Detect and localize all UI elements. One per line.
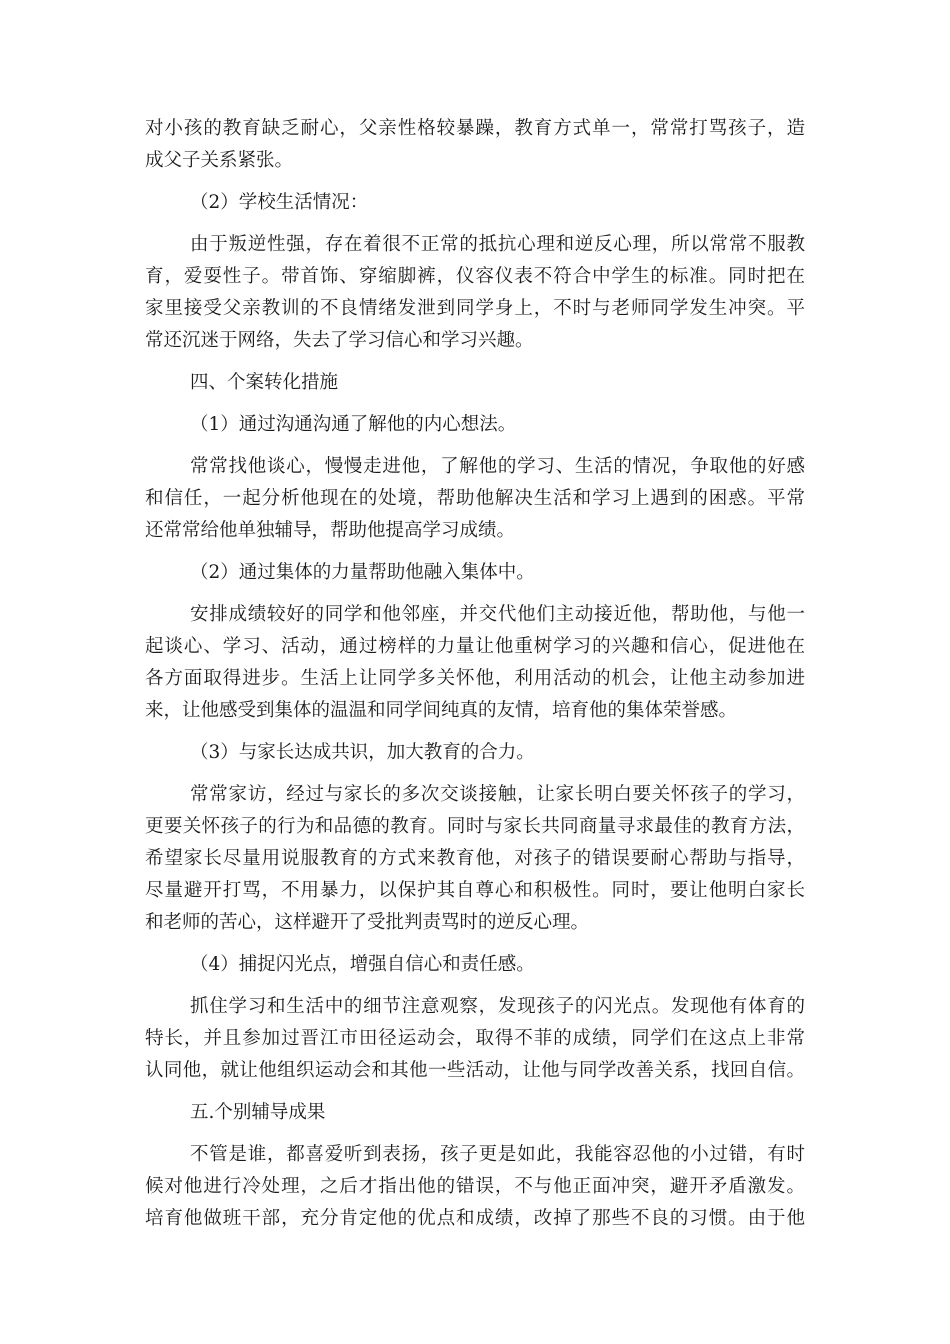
text-line: 家里接受父亲教训的不良情绪发泄到同学身上，不时与老师同学发生冲突。平 [145, 298, 805, 319]
text-line: 和老师的苦心，这样避开了受批判责骂时的逆反心理。 [145, 912, 590, 933]
text-line: 更要关怀孩子的行为和品德的教育。同时与家长共同商量寻求最佳的教育方法， [145, 816, 805, 837]
text-line: 尽量避开打骂，不用暴力，以保护其自尊心和积极性。同时，要让他明白家长 [145, 880, 805, 901]
text-line: 对小孩的教育缺乏耐心，父亲性格较暴躁，教育方式单一，常常打骂孩子，造 [145, 118, 805, 139]
text-line: 认同他，就让他组织运动会和其他一些活动，让他与同学改善关系，找回自信。 [145, 1060, 805, 1081]
text-line: 不管是谁，都喜爱听到表扬，孩子更是如此，我能容忍他的小过错，有时 [190, 1144, 805, 1165]
text-line: 来，让他感受到集体的温温和同学间纯真的友情，培育他的集体荣誉感。 [145, 700, 738, 721]
text-line: 还常常给他单独辅导，帮助他提高学习成绩。 [145, 520, 516, 541]
section-subheading: （2）通过集体的力量帮助他融入集体中。 [190, 562, 535, 583]
text-line: 特长，并且参加过晋江市田径运动会，取得不菲的成绩，同学们在这点上非常 [145, 1028, 805, 1049]
section-heading: 五.个别辅导成果 [190, 1102, 326, 1123]
text-line: 各方面取得进步。生活上让同学多关怀他，利用活动的机会，让他主动参加进 [145, 668, 805, 689]
section-subheading: （2）学校生活情况： [190, 192, 369, 213]
text-line: 起谈心、学习、活动，通过榜样的力量让他重树学习的兴趣和信心，促进他在 [145, 636, 805, 657]
text-line: 常还沉迷于网络，失去了学习信心和学习兴趣。 [145, 330, 534, 351]
text-line: 常常找他谈心，慢慢走进他，了解他的学习、生活的情况，争取他的好感 [190, 456, 805, 477]
text-line: 常常家访，经过与家长的多次交谈接触，让家长明白要关怀孩子的学习， [190, 784, 805, 805]
text-line: 成父子关系紧张。 [145, 150, 294, 171]
text-line: 抓住学习和生活中的细节注意观察，发现孩子的闪光点。发现他有体育的 [190, 996, 805, 1017]
text-line: 培育他做班干部，充分肯定他的优点和成绩，改掉了那些不良的习惯。由于他 [145, 1208, 805, 1229]
text-line: 安排成绩较好的同学和他邻座，并交代他们主动接近他，帮助他，与他一 [190, 604, 805, 625]
section-subheading: （4）捕捉闪光点，增强自信心和责任感。 [190, 954, 535, 975]
section-heading: 四、个案转化措施 [190, 372, 339, 393]
text-line: 由于叛逆性强，存在着很不正常的抵抗心理和逆反心理，所以常常不服教 [190, 234, 805, 255]
section-subheading: （3）与家长达成共识，加大教育的合力。 [190, 742, 535, 763]
text-line: 希望家长尽量用说服教育的方式来教育他，对孩子的错误要耐心帮助与指导， [145, 848, 805, 869]
text-line: 候对他进行冷处理，之后才指出他的错误，不与他正面冲突，避开矛盾激发。 [145, 1176, 805, 1197]
section-subheading: （1）通过沟通沟通了解他的内心想法。 [190, 414, 517, 435]
text-line: 和信任，一起分析他现在的处境，帮助他解决生活和学习上遇到的困惑。平常 [145, 488, 805, 509]
text-line: 育，爱耍性子。带首饰、穿缩脚裤，仪容仪表不符合中学生的标准。同时把在 [145, 266, 805, 287]
